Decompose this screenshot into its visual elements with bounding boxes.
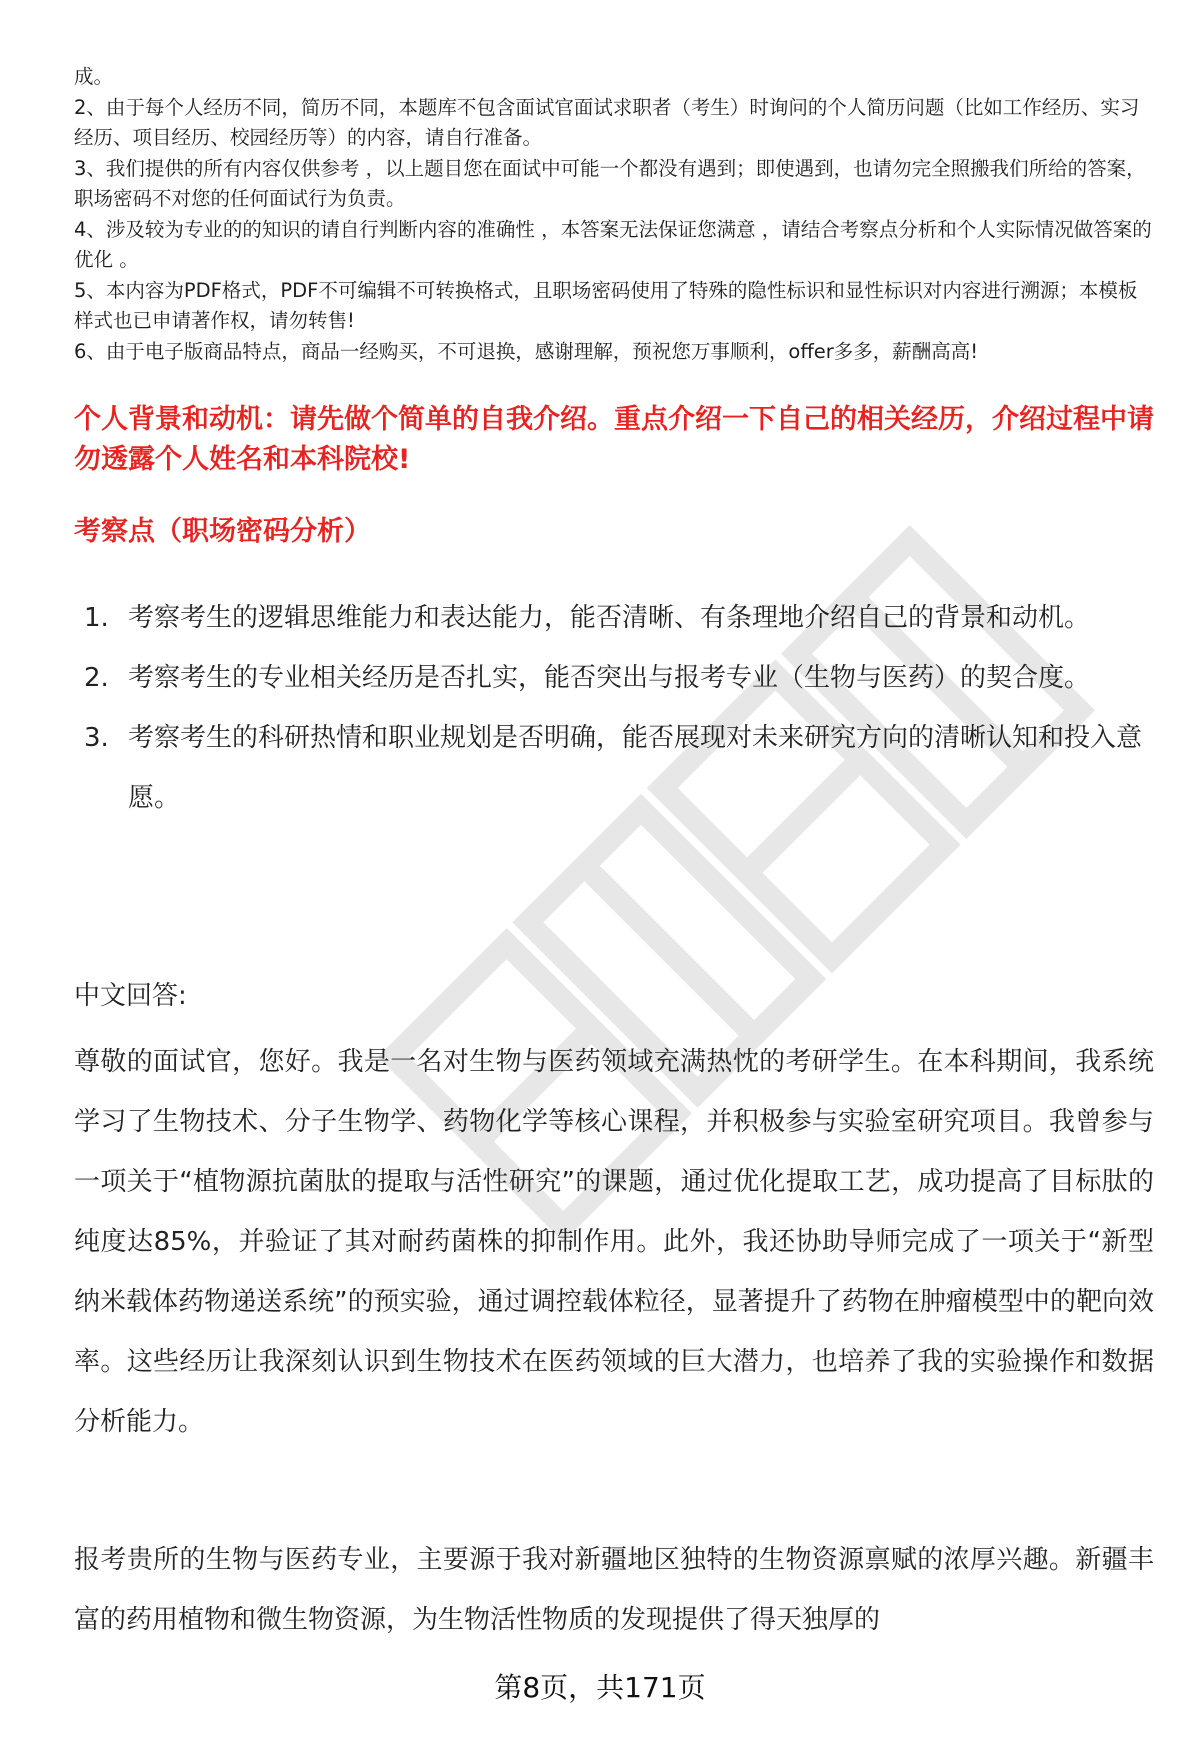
note-line: 4、涉及较为专业的的知识的请自行判断内容的准确性 ，本答案无法保证您满意 ，请结合考察点分析和个人实际情况做答案的优化 。 [74,217,1152,271]
answer-label: 中文回答: [74,981,187,1011]
note-line: 成。 [74,65,114,88]
list-item-text: 考察考生的逻辑思维能力和表达能力，能否清晰、有条理地介绍自己的背景和动机。 [128,603,1091,633]
list-item [84,708,1154,828]
list-item-text: 考察考生的专业相关经历是否扎实，能否突出与报考专业（生物与医药）的契合度。 [128,663,1091,693]
note-line: 2、由于每个人经历不同，简历不同，本题库不包含面试官面试求职者（考生）时询问的个人简历问题（比如工作经历、实习经历、项目经历、校园经历等）的内容，请自行准备。 [74,95,1140,149]
analysis-points-list [84,588,1154,828]
note-line: 5、本内容为PDF格式，PDF不可编辑不可转换格式，且职场密码使用了特殊的隐性标识和显性标识对内容进行溯源；本模板样式也已申请著作权，请勿转售! [74,278,1138,332]
list-item [84,648,1154,708]
list-item-number: 1. [84,603,109,633]
note-line: 3、我们提供的所有内容仅供参考 ，以上题目您在面试中可能一个都没有遇到；即使遇到，也请勿完全照搬我们所给的答案，职场密码不对您的任何面试行为负责。 [74,156,1146,210]
list-item-text: 考察考生的科研热情和职业规划是否明确，能否展现对未来研究方向的清晰认知和投入意愿。 [128,723,1143,813]
question-heading: 个人背景和动机：请先做个简单的自我介绍。重点介绍一下自己的相关经历，介绍过程中请勿透露个人姓名和本科院校! [74,404,1154,475]
answer-paragraph: 尊敬的面试官，您好。我是一名对生物与医药领域充满热忱的考研学生。在本科期间，我系统学习了生物技术、分子生物学、药物化学等核心课程，并积极参与实验室研究项目。我曾参与一项关于“植物源抗菌肽的提取与活性研究”的课题，通过优化提取工艺，成功提高了目标肽的纯度达85%，并验证了其对耐药菌株的抑制作用。此外，我还协助导师完成了一项关于“新型纳米载体药物递送系统”的预实验，通过调控载体粒径，显著提升了药物在肿瘤模型中的靶向效率。这些经历让我深刻认识到生物技术在医药领域的巨大潜力，也培养了我的实验操作和数据分析能力。 [74,1047,1154,1437]
list-item-number: 2. [84,663,109,693]
analysis-heading: 考察点（职场密码分析） [74,516,371,547]
list-item-number: 3. [84,723,109,753]
notes-section [74,62,1154,367]
page-number-footer: 第8页，共171页 [494,1671,706,1704]
note-line: 6、由于电子版商品特点，商品一经购买，不可退换，感谢理解，预祝您万事顺利，offer多多，薪酬高高! [74,339,979,363]
answer-paragraph: 报考贵所的生物与医药专业，主要源于我对新疆地区独特的生物资源禀赋的浓厚兴趣。新疆丰富的药用植物和微生物资源，为生物活性物质的发现提供了得天独厚的 [74,1545,1154,1635]
list-item [84,588,1154,648]
